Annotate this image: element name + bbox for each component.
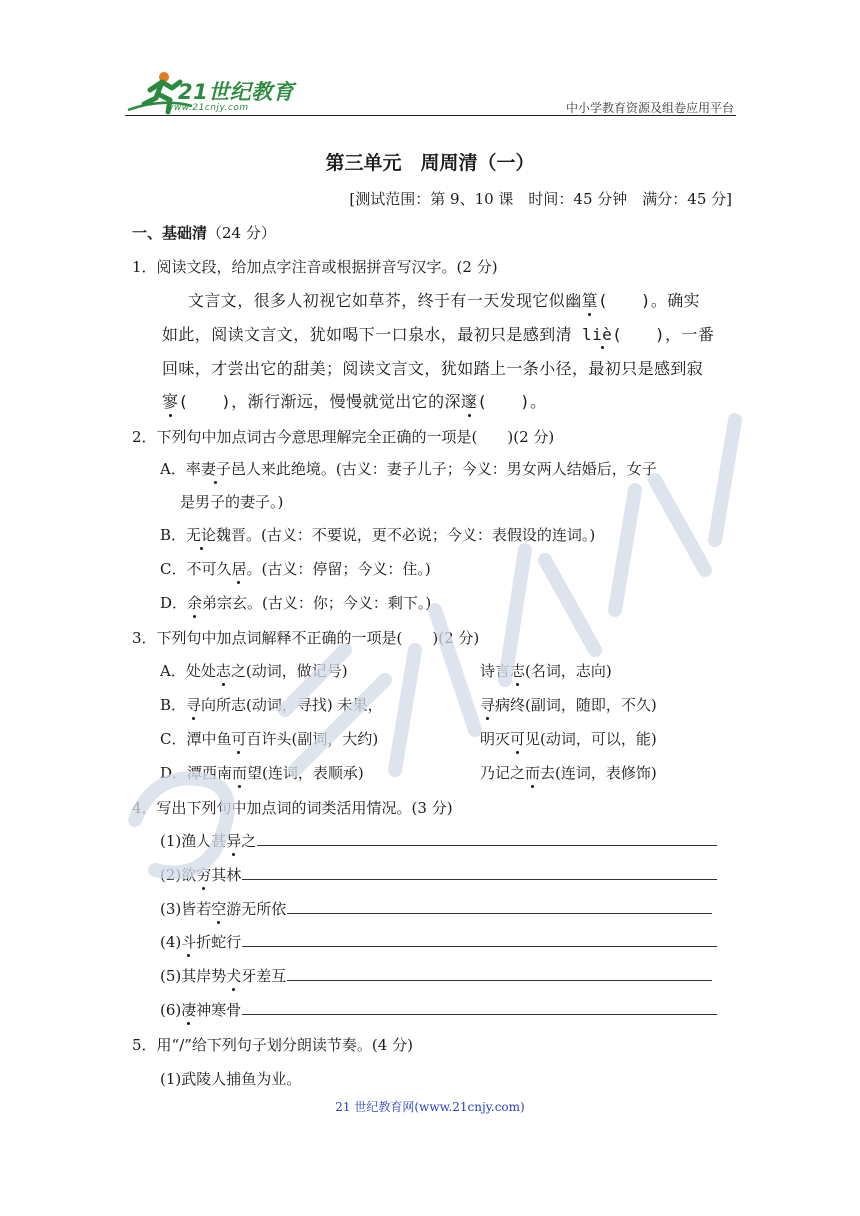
text-run: 明灭 xyxy=(480,730,511,748)
dotted-char: 斗 xyxy=(181,933,197,951)
text-run: 百许头(副词，大约) xyxy=(246,730,379,748)
text-run: 其林 xyxy=(211,866,242,884)
q4-item-2 xyxy=(160,864,717,885)
text-run: D．潭西南 xyxy=(160,764,233,782)
q1-passage-line2 xyxy=(162,322,714,345)
text-run: 。(古义：停留；今义：住。) xyxy=(246,560,431,578)
text-run: 之(动词，做记号) xyxy=(230,662,348,680)
section-heading xyxy=(132,222,276,243)
text-run: B． xyxy=(160,696,187,714)
answer-blank[interactable] xyxy=(287,912,712,914)
section-score: （24 分） xyxy=(207,224,276,242)
q3-option-b-left xyxy=(160,694,383,715)
text-run: 神寒骨 xyxy=(196,1001,242,1019)
dotted-char: 空 xyxy=(211,900,227,918)
dotted-char: 寻 xyxy=(480,696,496,714)
header-divider xyxy=(125,115,736,116)
answer-blank[interactable] xyxy=(242,1013,717,1015)
text-run: (3)皆若 xyxy=(160,900,212,918)
text-run: D． xyxy=(160,594,188,612)
dotted-char: 异 xyxy=(226,832,242,850)
q4-stem: 4．写出下列句中加点词的词类活用情况。(3 分) xyxy=(132,799,453,817)
q3-option-c-left xyxy=(160,728,378,749)
q1-passage-line4 xyxy=(162,389,547,412)
q5-item-1: (1)武陵人捕鱼为业。 xyxy=(160,1070,302,1088)
q2-option-a-cont: 是男子的妻子。) xyxy=(180,493,284,511)
q4-item-1 xyxy=(160,830,717,851)
answer-blank[interactable] xyxy=(242,878,717,880)
dotted-char: 凄 xyxy=(181,1001,197,1019)
q2-option-d xyxy=(160,592,431,613)
text-run: 见(动词，可以，能) xyxy=(525,730,657,748)
text-run: A．处处 xyxy=(160,662,216,680)
logo-text: 21世纪教育 xyxy=(178,80,295,104)
text-run: ( )。确实 xyxy=(598,291,701,310)
dotted-word: 居 xyxy=(231,560,247,578)
dotted-char: 篁 xyxy=(582,288,598,311)
page-title: 第三单元 周周清（一） xyxy=(325,152,535,174)
text-run: (4) xyxy=(160,933,182,951)
text-run: C．潭中鱼 xyxy=(160,730,232,748)
q2-option-a xyxy=(160,458,657,479)
q3-option-b-right xyxy=(480,694,657,715)
q4-item-5 xyxy=(160,965,712,986)
text-run: (名词，志向) xyxy=(525,662,612,680)
q1-passage-line3: 回味，才尝出它的甜美；阅读文言文，犹如踏上一条小径，最初只是感到寂 xyxy=(162,359,704,378)
text-run: 向所志(动词，寻找) 未果， xyxy=(201,696,383,714)
text-run: 邑人来此绝境。(古义：妻子儿子；今义：男女两人结婚后，女子 xyxy=(230,460,657,478)
q2-option-c xyxy=(160,558,431,579)
text-run: (2)欲 xyxy=(160,866,197,884)
dotted-char: 可 xyxy=(231,730,247,748)
dotted-word: 无论 xyxy=(186,526,217,544)
q5-stem: 5．用“/”给下列句子划分朗读节奏。(4 分) xyxy=(132,1036,413,1054)
q2-stem: 2．下列句中加点词古今意思理解完全正确的一项是( )(2 分) xyxy=(132,428,555,446)
q4-item-4 xyxy=(160,931,717,952)
dotted-char: 穷 xyxy=(196,866,212,884)
q3-option-a-left xyxy=(160,660,348,681)
text-run: B． xyxy=(160,526,187,544)
text-run: 游无所依 xyxy=(226,900,287,918)
q3-option-a-right xyxy=(480,660,612,681)
dotted-char: 而 xyxy=(232,764,248,782)
logo-url: www.21cnjy.com xyxy=(166,103,249,113)
text-run: (5)其岸势 xyxy=(160,967,227,985)
text-run: 病终(副词，随即，不久) xyxy=(495,696,657,714)
q4-item-3 xyxy=(160,898,712,919)
q3-option-d-right xyxy=(480,762,657,783)
dotted-pinyin: iè xyxy=(592,325,613,344)
platform-tagline: 中小学教育资源及组卷应用平台 xyxy=(565,101,734,115)
text-run: (1)渔人甚 xyxy=(160,832,227,850)
text-run: 牙差互 xyxy=(241,967,287,985)
q1-passage-line1 xyxy=(188,288,700,311)
dotted-char: 志 xyxy=(510,662,526,680)
text-run: (6) xyxy=(160,1001,182,1019)
dotted-char: 犬 xyxy=(226,967,242,985)
dotted-char: 可 xyxy=(510,730,526,748)
test-info: [测试范围：第 9、10 课 时间：45 分钟 满分：45 分] xyxy=(349,190,732,208)
answer-blank[interactable] xyxy=(257,844,717,846)
q4-item-6 xyxy=(160,999,717,1020)
answer-blank[interactable] xyxy=(242,945,717,947)
text-run: 折蛇行 xyxy=(196,933,242,951)
dotted-char: 寥 xyxy=(162,389,178,412)
text-run: 望(连词，表顺承) xyxy=(247,764,364,782)
q1-stem: 1．阅读文段，给加点字注音或根据拼音写汉字。(2 分) xyxy=(132,258,498,276)
text-run: 魏晋。(古义：不要说，更不必说；今义：表假设的连词。) xyxy=(216,526,596,544)
dotted-char: 而 xyxy=(525,764,541,782)
q3-stem: 3．下列句中加点词解释不正确的一项是( )(2 分) xyxy=(132,629,480,647)
q3-option-c-right xyxy=(480,728,657,749)
text-run: 诗言 xyxy=(480,662,511,680)
section-title: 一、基础清 xyxy=(132,224,208,242)
dotted-char: 志 xyxy=(215,662,231,680)
dotted-word: 余 xyxy=(187,594,203,612)
text-run: 弟宗玄。(古义：你；今义：剩下。) xyxy=(202,594,432,612)
text-run: C．不可久 xyxy=(160,560,232,578)
text-run: ( )，渐行渐远，慢慢就觉出它的深 xyxy=(178,392,461,411)
text-run: A．率 xyxy=(160,460,201,478)
text-run: ( )。 xyxy=(477,392,547,411)
text-run: ( )，一番 xyxy=(612,325,715,344)
q3-option-d-left xyxy=(160,762,364,783)
dotted-char: 邃 xyxy=(461,389,477,412)
dotted-char: 寻 xyxy=(186,696,202,714)
q2-option-b xyxy=(160,524,595,545)
text-run: 之 xyxy=(241,832,257,850)
text-run: 文言文，很多人初视它如草芥，终于有一天发现它似幽 xyxy=(188,291,582,310)
footer-link[interactable]: 21 世纪教育网(www.21cnjy.com) xyxy=(335,1100,525,1114)
text-run: 乃记之 xyxy=(480,764,526,782)
dotted-word: 妻子 xyxy=(200,460,231,478)
answer-blank[interactable] xyxy=(287,979,712,981)
text-run: 如此，阅读文言文，犹如喝下一口泉水，最初只是感到清 l xyxy=(162,325,593,344)
text-run: 去(连词，表修饰) xyxy=(540,764,657,782)
